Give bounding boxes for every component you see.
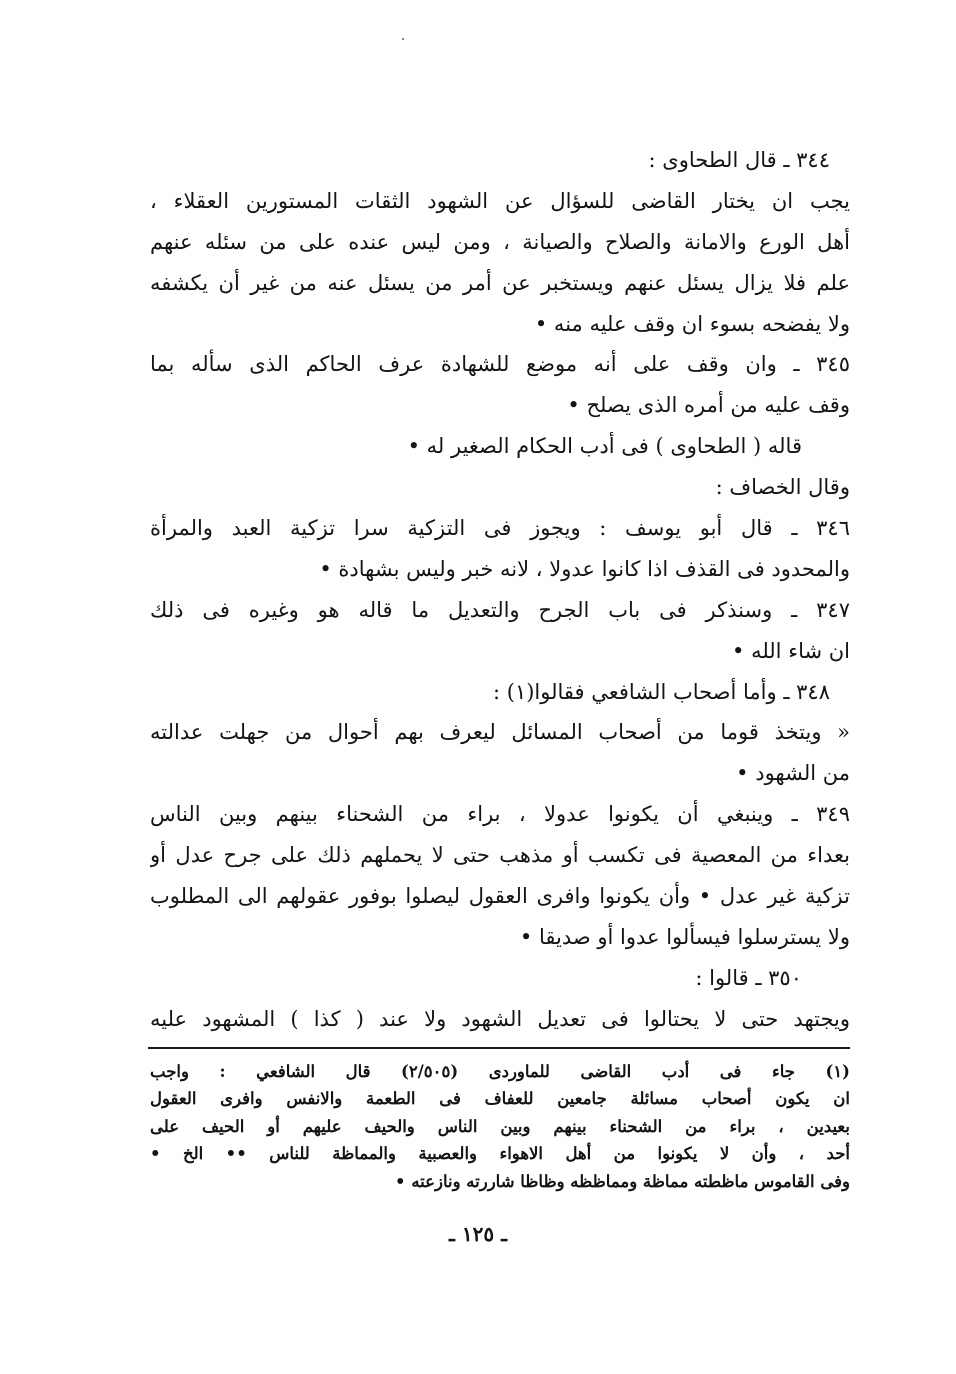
text-line: ٣٤٥ ـ وان وقف على أنه موضع للشهادة عرف الحاكم الذى سأله بما — [150, 352, 850, 377]
footnote-line: أحد ، وأن لا يكونوا من أهل الاهواء والعصبية والمماظة للناس •• الخ • — [150, 1144, 850, 1164]
footnote-line: بعيدين ، براء من الشحناء بينهم وبين الناس والحيف عليهم أو الحيف على — [150, 1116, 850, 1136]
text-line: وقال الخصاف : — [715, 475, 850, 500]
footnote-separator — [148, 1047, 850, 1049]
footnote-line: (١) جاء فى أدب القاضى للماوردى (٢/٥٠٥) قال الشافعي : واجب — [150, 1062, 850, 1081]
text-line: « ويتخذ قوما من أصحاب المسائل ليعرف بهم أحوال من جهلت عدالته — [150, 720, 850, 745]
text-line: بعداء من المعصية فى تكسب أو مذهب حتى لا يحملهم ذلك على جرح عدل أو — [150, 843, 850, 868]
text-line: ان شاء الله • — [732, 638, 850, 663]
footnotes — [150, 1058, 850, 1195]
text-line: ولا يفضحه بسوء ان وقف عليه منه • — [534, 311, 850, 336]
footnote-line: ان يكون أصحاب مسائلة جامعين للعفاف فى الطعمة والانفس وافرى العقول — [150, 1089, 850, 1109]
text-line: ٣٤٨ ـ وأما أصحاب الشافعي فقالوا(١) : — [493, 679, 830, 704]
text-line: ٣٤٧ ـ وسنذكر فى باب الجرح والتعديل ما قاله هو وغيره فى ذلك — [150, 597, 850, 622]
text-line: ٣٥٠ ـ قالوا : — [695, 965, 802, 990]
text-line: تزكية غير عدل • وأن يكونوا وافرى العقول ليصلوا بوفور عقولهم الى المطلوب — [150, 884, 850, 909]
main-text — [150, 140, 850, 1040]
text-line: ولا يسترسلوا فيسألوا عدوا أو صديقا • — [519, 924, 850, 949]
text-line: ٣٤٦ ـ قال أبو يوسف : ويجوز فى التزكية سرا تزكية العبد والمرأة — [150, 516, 850, 541]
text-line: والمحدود فى القذف اذا كانوا عدولا ، لانه خبر وليس بشهادة • — [319, 556, 850, 581]
text-line: من الشهود • — [736, 761, 850, 786]
footnote-line: وفى القاموس ماظطته مماظة ومماظظه وظاظا شاررته ونازعته • — [395, 1171, 850, 1191]
text-line: قاله ( الطحاوى ) فى أدب الحكام الصغير له • — [407, 434, 802, 459]
text-line: علم فلا يزال يسئل عنهم ويستخبر عن أمر من يسئل عنه من غير أن يكشفه — [150, 270, 850, 295]
text-line: ٣٤٩ ـ وينبغي أن يكونوا عدولا ، براء من الشحناء بينهم وبين الناس — [150, 802, 850, 827]
text-line: ويجتهد حتى لا يحتالوا فى تعديل الشهود ولا عند ( كذا ) المشهود عليه — [150, 1006, 850, 1031]
text-line: يجب ان يختار القاضى للسؤال عن الشهود الثقات المستورين العقلاء ، — [150, 188, 850, 213]
scan-speck — [402, 38, 404, 40]
text-line: وقف عليه من أمره الذى يصلح • — [567, 393, 850, 418]
text-line: أهل الورع والامانة والصلاح والصيانة ، ومن ليس عنده على من سئله عنهم — [150, 229, 850, 254]
text-line: ٣٤٤ ـ قال الطحاوى : — [648, 148, 830, 172]
page-number: ـ ١٢٥ ـ — [449, 1222, 507, 1246]
